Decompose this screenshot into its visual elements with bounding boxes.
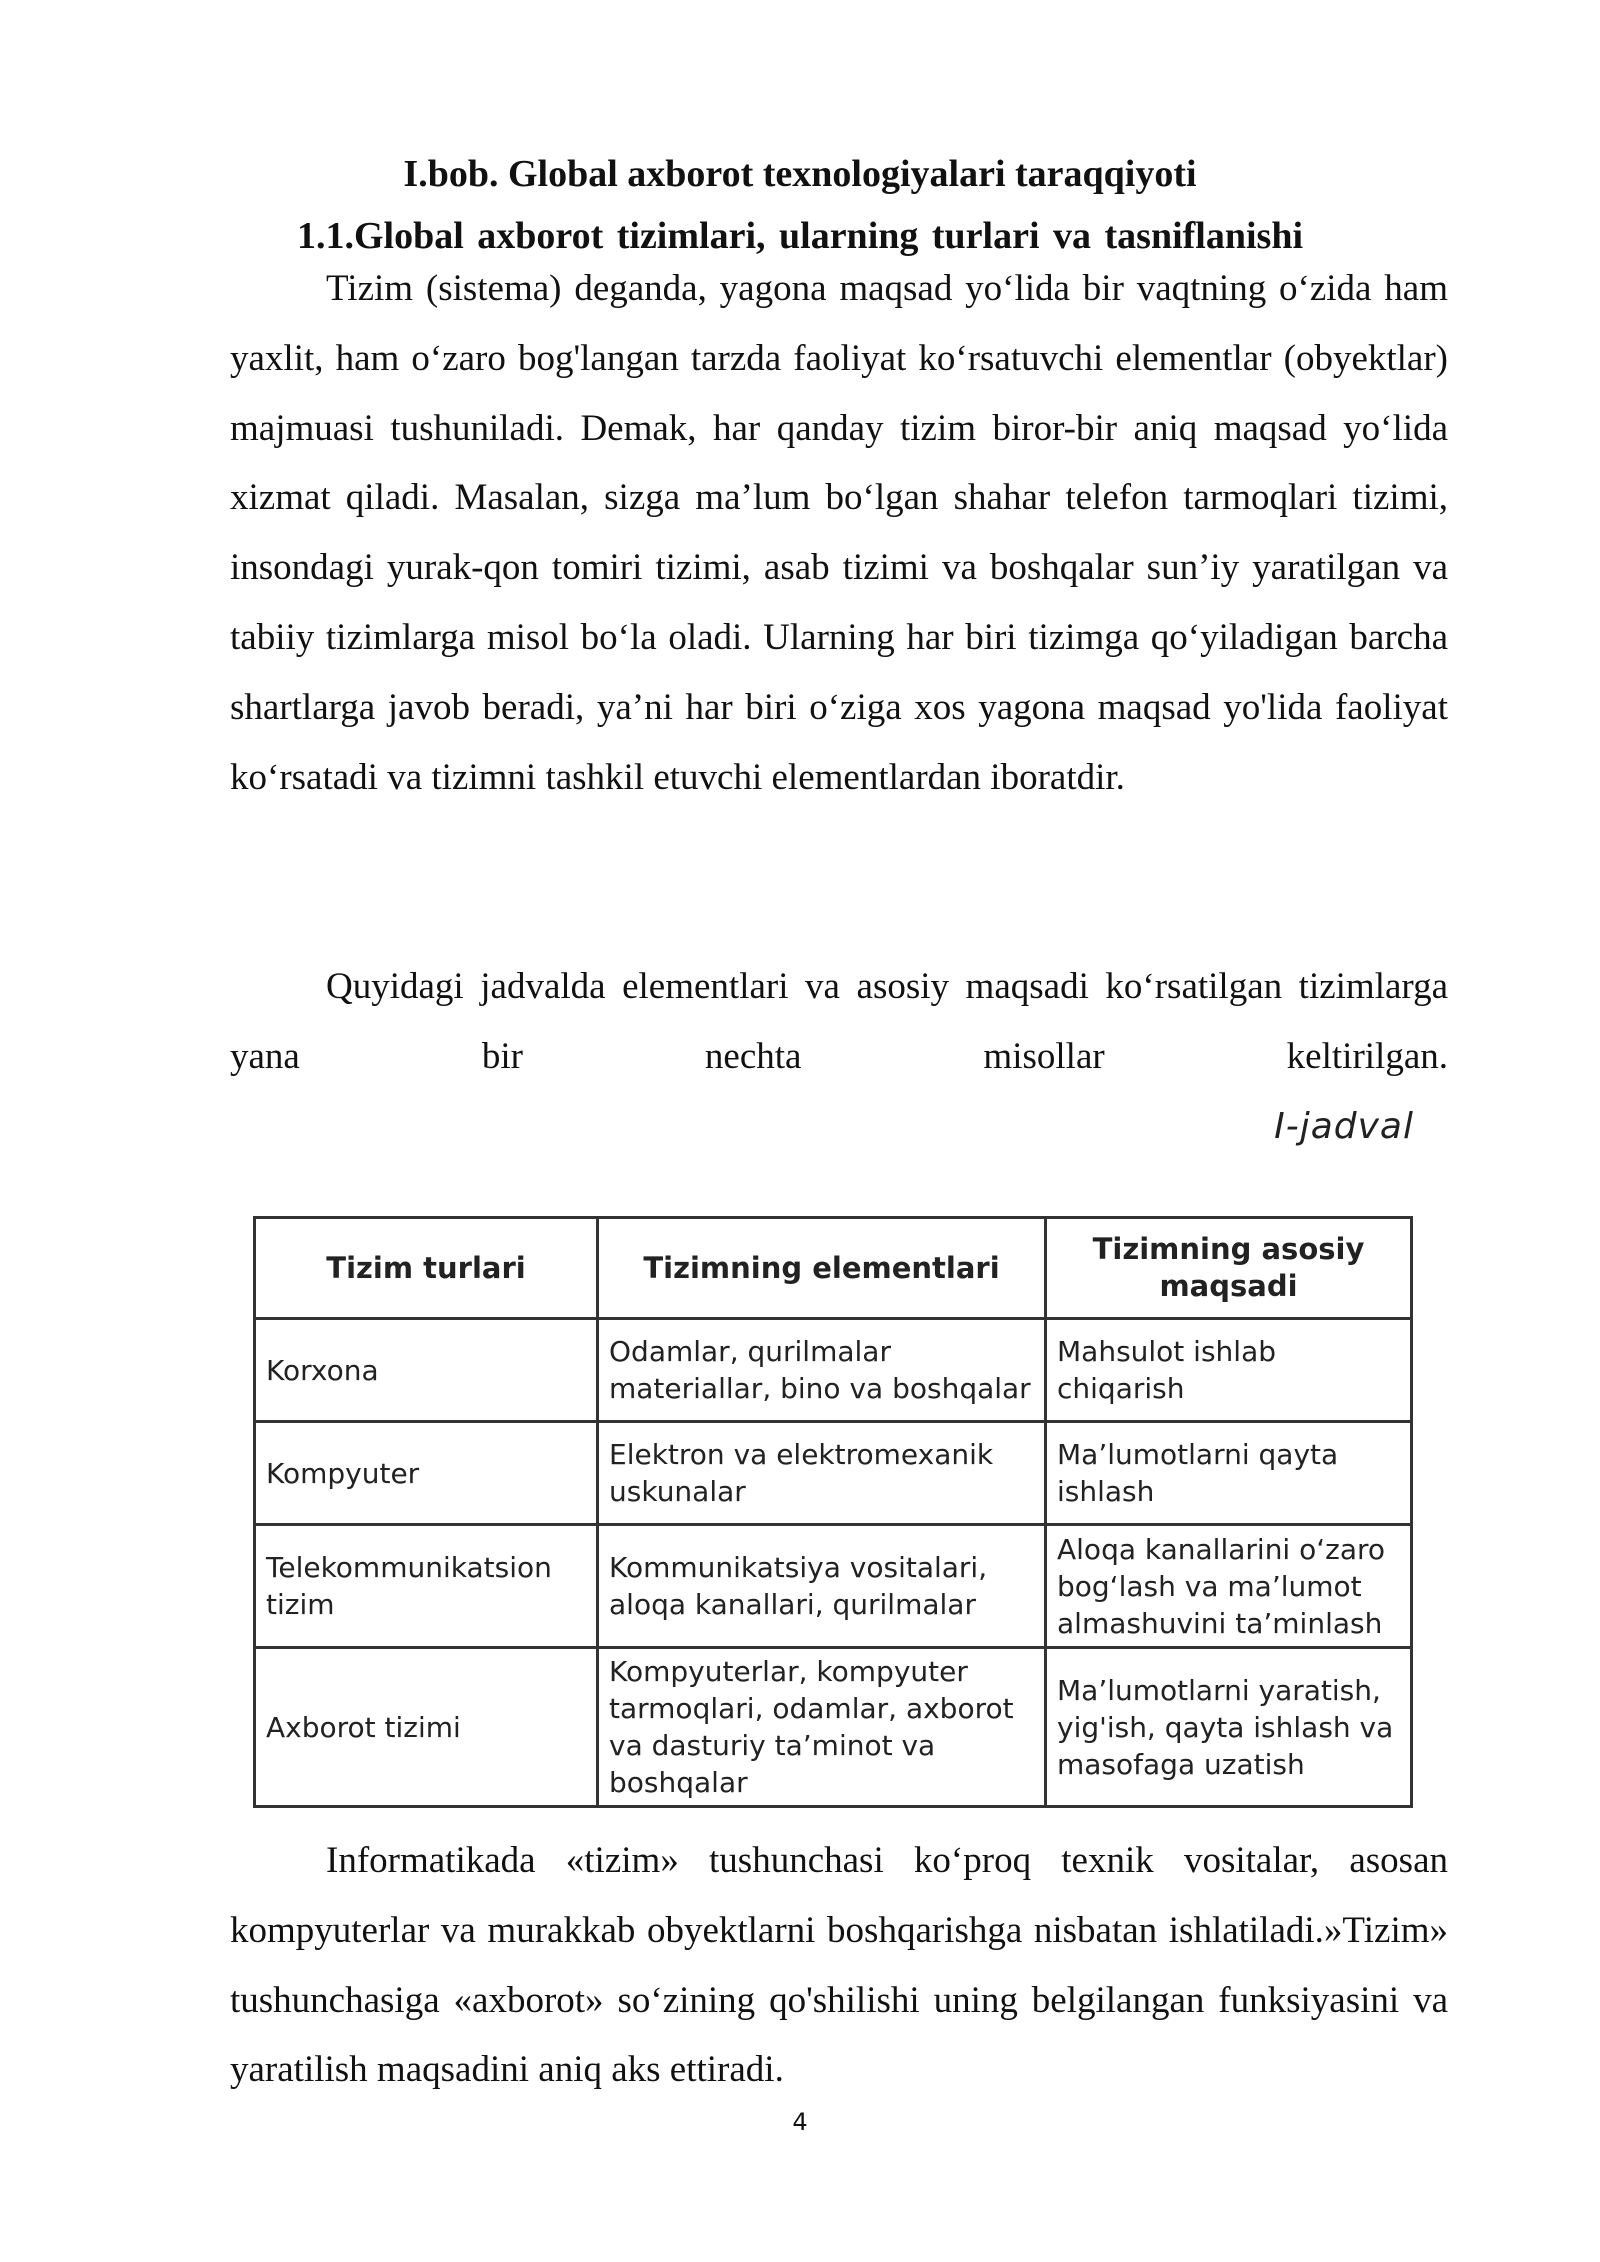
header-system-purpose: Tizimning asosiy maqsadi bbox=[1046, 1218, 1412, 1319]
table-row bbox=[255, 1319, 1412, 1422]
chapter-title: I.bob. Global axborot texnologiyalari taraqqiyoti bbox=[403, 153, 1197, 195]
paragraph-informatics-text: Informatikada «tizim» tushunchasi ko‘proq texnik vositalar, asosan kompyuterlar va murakkab obyektlarni boshqarishga nisbatan ishlatiladi.»Tizim» tushunchasiga «axborot» so‘zining qo'shilishi uning belgilangan funksiyasini va yaratilish maqsadini aniq aks ettiradi. bbox=[230, 1840, 1448, 2091]
table-cell: Elektron va elektromexanik uskunalar bbox=[598, 1422, 1046, 1525]
paragraph-table-intro-text: Quyidagi jadvalda elementlari va asosiy maqsadi ko‘rsatilgan tizimlarga yana bir nechta misollar keltirilgan. bbox=[230, 966, 1448, 1077]
table-row bbox=[255, 1648, 1412, 1807]
table-cell: Odamlar, qurilmalar materiallar, bino va boshqalar bbox=[598, 1319, 1046, 1422]
table-cell: Kompyuter bbox=[255, 1422, 598, 1525]
table-cell: Kompyuterlar, kompyuter tarmoqlari, odamlar, axborot va dasturiy ta’minot va boshqalar bbox=[598, 1648, 1046, 1807]
table-cell: Kommunikatsiya vositalari, aloqa kanallari, qurilmalar bbox=[598, 1525, 1046, 1648]
table-cell: Mahsulot ishlab chiqarish bbox=[1046, 1319, 1412, 1422]
paragraph-table-intro bbox=[230, 952, 1448, 1092]
page-number: 4 bbox=[792, 2108, 808, 2136]
table-cell: Ma’lumotlarni qayta ishlash bbox=[1046, 1422, 1412, 1525]
systems-table bbox=[253, 1216, 1413, 1808]
paragraph-informatics bbox=[230, 1826, 1448, 2105]
table-cell: Ma’lumotlarni yaratish, yig'ish, qayta ishlash va masofaga uzatish bbox=[1046, 1648, 1412, 1807]
paragraph-intro bbox=[230, 254, 1448, 812]
table-cell: Aloqa kanallarini o‘zaro bog‘lash va ma’lumot almashuvini ta’minlash bbox=[1046, 1525, 1412, 1648]
header-system-types: Tizim turlari bbox=[255, 1218, 598, 1319]
table-row bbox=[255, 1525, 1412, 1648]
table-row bbox=[255, 1422, 1412, 1525]
table-caption: I-jadval bbox=[1274, 1106, 1414, 1147]
table-cell: Korxona bbox=[255, 1319, 598, 1422]
section-title: 1.1.Global axborot tizimlari, ularning turlari va tasniflanishi bbox=[296, 215, 1304, 257]
paragraph-intro-text: Tizim (sistema) deganda, yagona maqsad yo‘lida bir vaqtning o‘zida ham yaxlit, ham o‘zaro bog'langan tarzda faoliyat ko‘rsatuvchi elementlar (obyektlar) majmuasi tushuniladi. Demak, har qanday tizim biror-bir aniq maqsad yo‘lida xizmat qiladi. Masalan, sizga ma’lum bo‘lgan shahar telefon tarmoqlari tizimi, insondagi yurak-qon tomiri tizimi, asab tizimi va boshqalar sun’iy yaratilgan va tabiiy tizimlarga misol bo‘la oladi. Ularning har biri tizimga qo‘yiladigan barcha shartlarga javob beradi, ya’ni har biri o‘ziga xos yagona maqsad yo'lida faoliyat ko‘rsatadi va tizimni tashkil etuvchi elementlardan iboratdir. bbox=[230, 268, 1448, 798]
header-system-elements: Tizimning elementlari bbox=[598, 1218, 1046, 1319]
table-cell: Axborot tizimi bbox=[255, 1648, 598, 1807]
table-cell: Telekommunikatsion tizim bbox=[255, 1525, 598, 1648]
table-header-row bbox=[255, 1218, 1412, 1319]
